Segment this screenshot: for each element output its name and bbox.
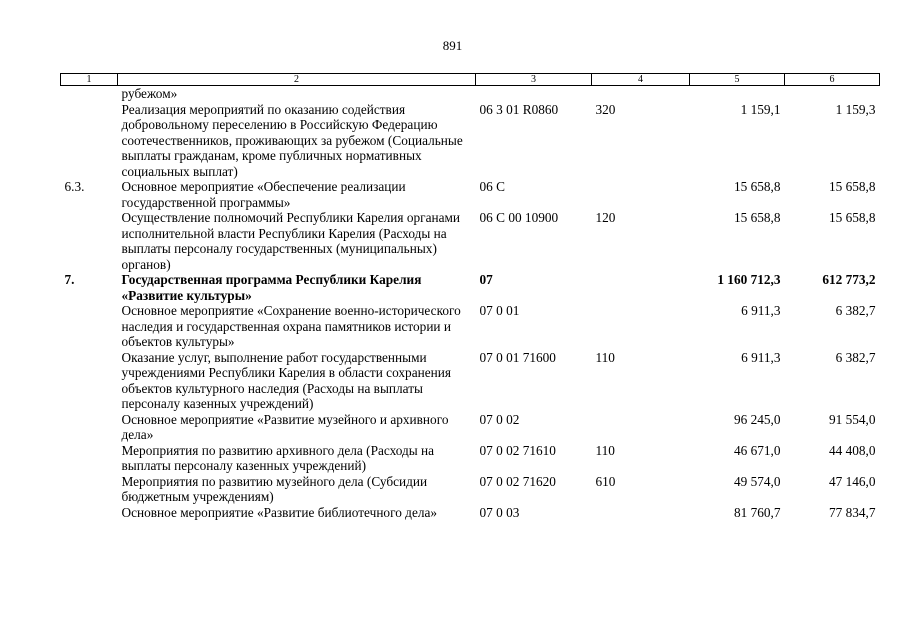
item-number [61,210,118,272]
expense-type: 120 [595,210,616,225]
amount-column-5: 6 911,3 [741,349,781,365]
item-name: Основное мероприятие «Развитие музейного и архивного дела» [121,411,449,442]
table-row [61,443,880,474]
target-code: 06 С 00 10900 [479,210,559,225]
expense-type: 610 [595,473,616,489]
amount-column-6: 612 773,2 [822,272,876,287]
item-name: Основное мероприятие «Сохранение военно-исторического наследия и государственная охрана памятников истории и объектов культуры» [121,303,461,349]
item-number [61,303,118,350]
item-name: Основное мероприятие «Обеспечение реализации государственной программы» [121,179,406,210]
item-name: Государственная программа Республики Карелия «Развитие культуры» [121,272,422,303]
column-header-5: 5 [690,74,785,86]
column-header-2: 2 [118,74,476,86]
table-row [61,210,880,272]
amount-column-5: 15 658,8 [733,210,781,225]
amount-column-5: 96 245,0 [733,411,781,427]
target-code: 06 С [479,179,505,194]
item-name: Осуществление полномочий Республики Карелия органами исполнительной власти Республики Карелия (Расходы на выплаты персоналу государственных (муниципальных) органов) [121,210,461,272]
item-name: Реализация мероприятий по оказанию содействия добровольному переселению в Российскую Федерацию соотечественников, проживающих за рубежом (Социальные выплаты гражданам, кроме публичных нормативных социальных выплат) [121,101,463,179]
amount-column-5: 49 574,0 [733,473,781,489]
table-row [61,179,880,210]
target-code [476,86,592,102]
item-number: 6.3. [64,179,85,194]
amount-column-6: 1 159,3 [835,101,876,117]
expense-type: 110 [595,442,615,458]
item-number [61,474,118,505]
amount-column-5: 15 658,8 [733,179,781,194]
expense-type: 320 [595,101,616,117]
amount-column-5: 1 160 712,3 [717,272,781,287]
table-row [61,86,880,102]
amount-column-6: 44 408,0 [828,442,876,458]
expense-type [592,412,690,443]
expense-type [592,303,690,350]
amount-column-5: 81 760,7 [733,504,781,520]
budget-table [60,73,880,520]
expense-type [592,505,690,521]
item-number [61,102,118,180]
page-number: 891 [442,38,463,53]
expense-type: 110 [595,349,615,365]
amount-column-5: 46 671,0 [733,442,781,458]
table-row [61,474,880,505]
target-code: 07 0 02 71610 [479,442,556,458]
target-code: 07 0 03 [479,504,520,520]
target-code: 07 0 01 71600 [479,349,556,365]
target-code: 07 0 02 [479,411,520,427]
expense-type [592,272,690,303]
column-header-4: 4 [592,74,690,86]
item-number [61,412,118,443]
target-code: 06 3 01 R0860 [479,101,559,117]
target-code: 07 [479,272,493,287]
item-name: Оказание услуг, выполнение работ государственными учреждениями Республики Карелия в области сохранения объектов культурного наследия (Расходы на выплаты персоналу казенных учреждений) [121,349,451,411]
column-header-3: 3 [476,74,592,86]
column-header-6: 6 [785,74,880,86]
amount-column-5: 6 911,3 [741,303,781,318]
amount-column-6: 47 146,0 [828,473,876,489]
amount-column-6: 77 834,7 [828,504,876,520]
target-code: 07 0 02 71620 [479,473,556,489]
expense-type [592,86,690,102]
item-name: рубежом» [121,86,178,101]
table-row [61,350,880,412]
amount-column-5: 1 159,1 [740,101,781,117]
amount-column-6 [785,86,880,102]
item-number [61,505,118,521]
expense-type [592,179,690,210]
item-number [61,350,118,412]
amount-column-6: 91 554,0 [828,411,876,427]
table-row [61,303,880,350]
item-name: Основное мероприятие «Развитие библиотечного дела» [121,504,438,520]
column-number-header-row [61,74,880,86]
table-row [61,272,880,303]
item-number [61,86,118,102]
table-body [61,86,880,521]
target-code: 07 0 01 [479,303,520,318]
amount-column-6: 15 658,8 [828,210,876,225]
item-number: 7. [64,272,75,287]
amount-column-6: 15 658,8 [828,179,876,194]
item-number [61,443,118,474]
item-name: Мероприятия по развитию архивного дела (Расходы на выплаты персоналу казенных учреждений) [121,442,435,473]
table-row [61,102,880,180]
amount-column-6: 6 382,7 [835,349,876,365]
column-header-1: 1 [61,74,118,86]
item-name: Мероприятия по развитию музейного дела (Субсидии бюджетным учреждениям) [121,473,428,504]
table-row [61,505,880,521]
amount-column-5 [690,86,785,102]
amount-column-6: 6 382,7 [835,303,876,318]
table-row [61,412,880,443]
